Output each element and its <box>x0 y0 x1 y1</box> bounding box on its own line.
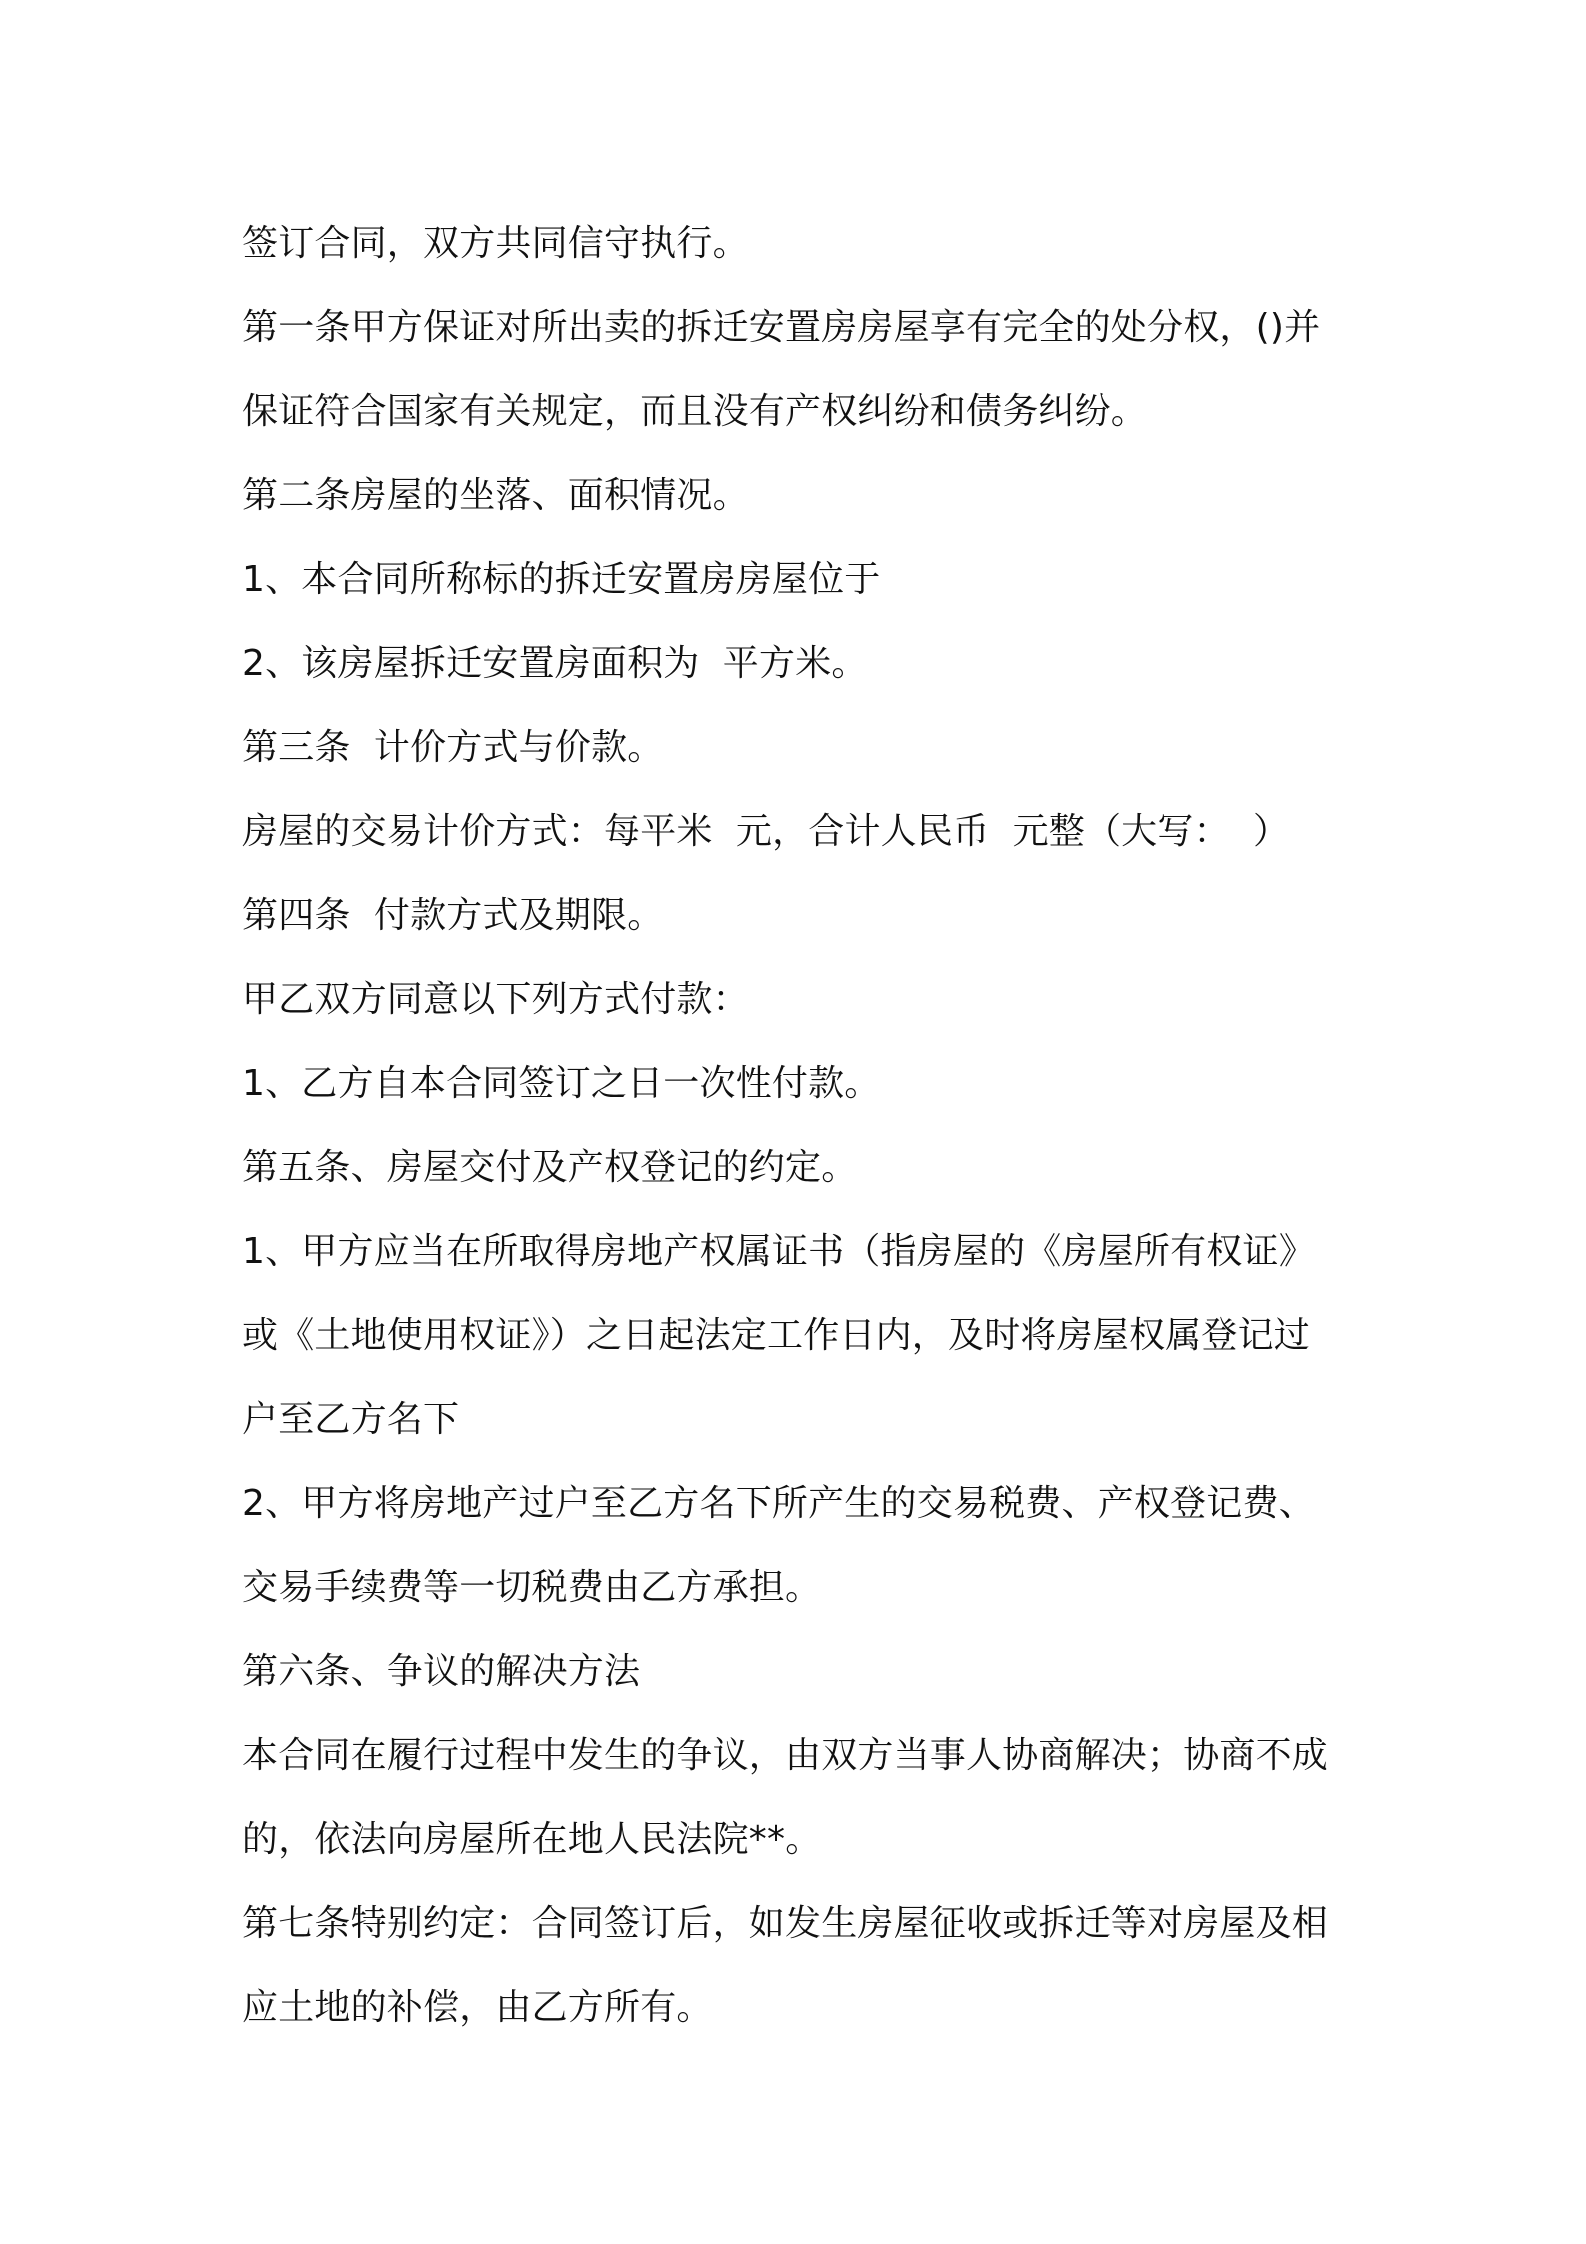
text-line: 1、甲方应当在所取得房地产权属证书（指房屋的《房屋所有权证》 <box>242 1231 1315 1272</box>
text-line: 保证符合国家有关规定，而且没有产权纠纷和债务纠纷。 <box>242 391 1148 432</box>
text-line: 1、乙方自本合同签订之日一次性付款。 <box>242 1063 881 1104</box>
text-line: 交易手续费等一切税费由乙方承担。 <box>242 1567 822 1608</box>
article-5-heading: 第五条、房屋交付及产权登记的约定。 <box>242 1147 858 1188</box>
article-1-line: 第一条甲方保证对所出卖的拆迁安置房房屋享有完全的处分权，()并 <box>242 307 1321 348</box>
text-line: 本合同在履行过程中发生的争议，由双方当事人协商解决；协商不成 <box>242 1735 1329 1776</box>
text-line: 户至乙方名下 <box>242 1399 460 1440</box>
text-line: 2、该房屋拆迁安置房面积为 平方米。 <box>242 643 868 684</box>
text-line: 应土地的补偿，由乙方所有。 <box>242 1987 713 2028</box>
article-7-line: 第七条特别约定：合同签订后，如发生房屋征收或拆迁等对房屋及相 <box>242 1903 1329 1944</box>
text-line: 甲乙双方同意以下列方式付款： <box>242 979 749 1020</box>
text-line: 1、本合同所称标的拆迁安置房房屋位于 <box>242 559 881 600</box>
text-line: 或《土地使用权证》）之日起法定工作日内，及时将房屋权属登记过 <box>242 1315 1311 1356</box>
article-4-heading: 第四条 付款方式及期限。 <box>242 895 664 936</box>
article-3-heading: 第三条 计价方式与价款。 <box>242 727 664 768</box>
article-6-heading: 第六条、争议的解决方法 <box>242 1651 641 1692</box>
text-line: 的，依法向房屋所在地人民法院**。 <box>242 1819 822 1860</box>
article-2-heading: 第二条房屋的坐落、面积情况。 <box>242 475 749 516</box>
contract-body <box>242 202 1372 2050</box>
text-line: 房屋的交易计价方式：每平米 元，合计人民币 元整（大写： ） <box>242 811 1290 852</box>
text-line: 签订合同，双方共同信守执行。 <box>242 223 749 264</box>
text-line: 2、甲方将房地产过户至乙方名下所产生的交易税费、产权登记费、 <box>242 1483 1315 1524</box>
